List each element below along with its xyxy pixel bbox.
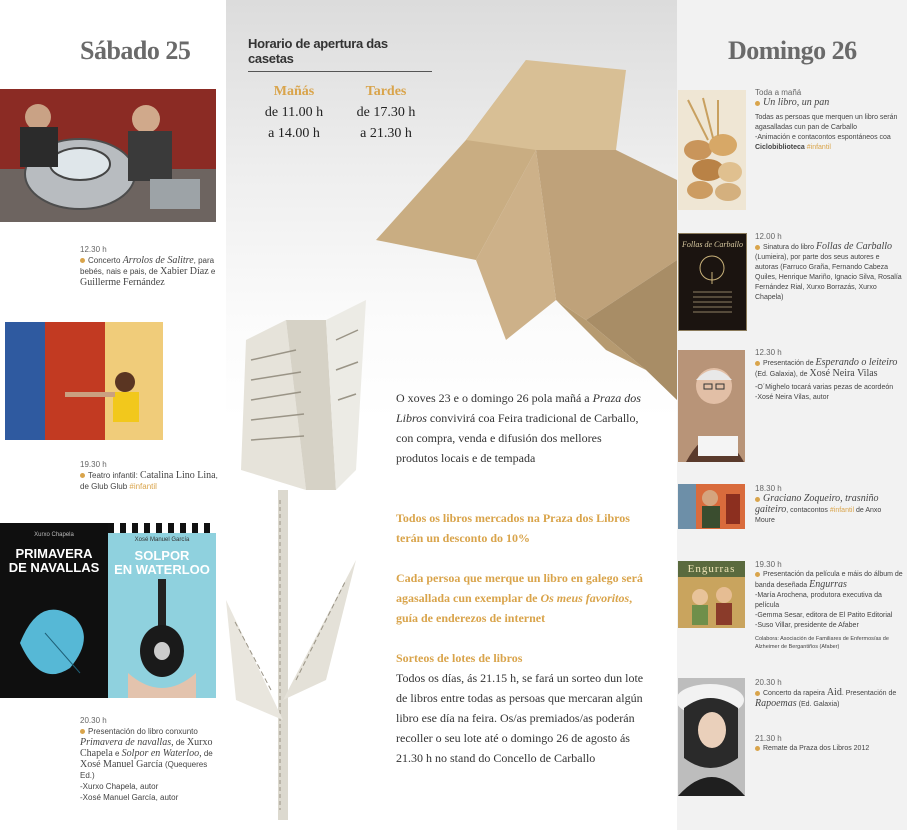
gift-text: Cada persoa que merque un libro en galego será agasallada cun exemplar de (396, 571, 643, 605)
infantil-tag: #infantil (829, 507, 855, 514)
raffle-paragraph: Todos os días, ás 21.15 h, se fará un sorteo dun lote de libros entre todas as persoas que mercaran algún libro ese día na feira. Os/as premiados/as poderán recoller o seu lote até o domingo 26 de agosto ás 21.30 h no stand do Concello de Carballo (396, 671, 644, 765)
event-name: Engurras (809, 579, 847, 590)
event-type: Teatro infantil: (88, 471, 138, 480)
sun-event-4 (755, 484, 903, 526)
cover-title: Follas de Carballo (682, 240, 743, 249)
event-time: 18.30 h (755, 484, 782, 493)
sun-event-6 (755, 678, 903, 710)
event-name: Primavera de navallas, (80, 737, 174, 748)
tree-icon (679, 234, 746, 330)
book-author: Xurxo Chapela (34, 532, 74, 538)
event-artist: Xabier Díaz (160, 266, 209, 277)
afternoon-label: Tardes (365, 84, 407, 99)
event-name: Follas de Carballo (815, 241, 893, 252)
bullet-icon (755, 691, 760, 696)
sun-event-7 (755, 734, 903, 754)
sun-event-3 (755, 348, 903, 403)
event-publisher: (Quequeres Ed.) (80, 760, 208, 780)
event-time: 20.30 h (755, 678, 782, 687)
event-line: -María Arochena, produtora executiva da película (755, 592, 882, 609)
event-participant: -Xosé Manuel García, autor (80, 793, 179, 802)
schedule-title: Horario de apertura das casetas (248, 36, 432, 72)
flower-art (0, 523, 108, 698)
saturday-title: Sábado 25 (80, 36, 191, 65)
event-name: Arrolos de Salitre (122, 255, 194, 266)
event-desc: . Presentación de (841, 690, 897, 697)
event-line: -Animación e contacontos espontáneos coa (755, 134, 891, 141)
newspaper-tulip (226, 300, 366, 820)
afternoon-from: de 17.30 h (356, 105, 416, 120)
event-time: 12.00 h (755, 232, 782, 241)
bread-photo (678, 90, 746, 210)
morning-to: a 14.00 h (268, 126, 320, 141)
intro-text: O xoves 23 e o domingo 26 pola mañá a (396, 391, 593, 405)
event-name-2: Solpor en Waterloo, (121, 748, 202, 759)
afternoon-to: a 21.30 h (360, 126, 412, 141)
event-tail: de Anxo Moure (755, 507, 882, 524)
gaiteiro-photo (678, 484, 745, 529)
event-type: Presentación do libro conxunto (88, 727, 198, 736)
event-time: 21.30 h (755, 734, 782, 743)
event-author: Xosé Neira Vilas (809, 368, 878, 379)
bullet-icon (755, 572, 760, 577)
event-type: Presentación da película e máis do álbum de banda deseñada (755, 571, 903, 589)
event-type: Concerto da rapeira (763, 690, 825, 697)
sat-event-3 (80, 715, 222, 803)
sunday-title: Domingo 26 (728, 36, 857, 65)
morning-label: Mañás (273, 84, 315, 99)
event-time: 19.30 h (80, 460, 107, 469)
event-line: -Suso Villar, presidente de Afaber (755, 622, 859, 629)
raffle-title: Sorteos de lotes de libros (396, 651, 523, 665)
intro-text-2: convivirá coa Feira tradicional de Carballo, con compra, venda e difusión dos mellores produtos locais e de tempada (396, 411, 639, 465)
event-name: Esperando o leiteiro (815, 357, 898, 368)
event-time: 12.30 h (755, 348, 782, 357)
event-bold: Ciclobiblioteca (755, 144, 805, 151)
event-desc: , para bebés, nais e pais, de (80, 256, 215, 276)
event-conj-2: de (201, 749, 213, 758)
gift-italic: Os meus favoritos (540, 591, 630, 605)
event-name: Un libro, un pan (763, 97, 830, 108)
event-time: Toda a mañá (755, 88, 802, 97)
sat-event-2 (80, 459, 220, 492)
discount-paragraph: Todos os libros mercados na Praza dos Libros terán un desconto do 10% (396, 511, 630, 545)
bullet-icon (80, 473, 85, 478)
morning-from: de 11.00 h (264, 105, 324, 120)
event-desc: , contacontos (786, 507, 828, 514)
event-author-2: Xosé Manuel García (80, 759, 163, 770)
bullet-icon (755, 746, 760, 751)
aid-photo (678, 678, 745, 796)
infantil-tag: #infantil (129, 482, 157, 491)
cover-title: Engurras (687, 563, 736, 575)
event-conj: e (112, 749, 120, 758)
event-type: Sinatura do libro (763, 244, 814, 251)
gaiteiro-art (678, 484, 745, 529)
portrait-art (678, 350, 745, 462)
sat-event-1 (80, 244, 220, 288)
event-desc: Todas as persoas que merquen un libro serán agasalladas cun pan de Carballo (755, 114, 898, 131)
event-line: -O´Mighelo tocará varias pezas de acordeón (755, 384, 894, 391)
engurras-cover (678, 561, 745, 628)
book-author: Xosé Manuel García (134, 537, 190, 543)
guitar-art (108, 523, 216, 698)
event-type: Remate da Praza dos Libros 2012 (763, 745, 870, 752)
event-desc: de (173, 738, 185, 747)
event-line: -Gemma Sesar, editora de El Patito Editorial (755, 612, 893, 619)
bread-art (678, 90, 746, 210)
infantil-tag: #infantil (806, 144, 831, 151)
event-desc: , de Glub Glub (80, 471, 218, 491)
event-name: Graciano Zoqueiro, trasniño gaiteiro (755, 493, 879, 515)
bullet-icon (755, 497, 760, 502)
bird-wing-top (466, 60, 626, 150)
schedule-morning (248, 81, 340, 144)
theatre-photo (5, 322, 163, 440)
event-publisher: (Ed. Galaxia), de (755, 371, 808, 378)
concert-photo (0, 89, 216, 222)
sun-event-2 (755, 232, 903, 303)
event-conj: e (208, 267, 216, 276)
theatre-photo-art (5, 322, 163, 440)
engurras-art (678, 561, 745, 628)
book-cover-primavera (0, 523, 108, 698)
event-line: -Xosé Neira Vilas, autor (755, 394, 829, 401)
intro-paragraph (396, 388, 646, 468)
book-title: SOLPOR EN WATERLOO (114, 548, 210, 577)
bullet-icon (80, 729, 85, 734)
book-title: PRIMAVERA DE NAVALLAS (8, 546, 100, 575)
event-name: Aid (826, 687, 842, 698)
event-name: Catalina Lino Lina (140, 470, 216, 481)
neira-vilas-photo (678, 350, 745, 462)
follas-book-cover (678, 233, 747, 331)
event-type: Concerto (88, 256, 121, 265)
schedule-afternoon (340, 81, 432, 144)
event-artist-2: Guillerme Fernández (80, 277, 165, 288)
event-time: 20.30 h (80, 716, 107, 725)
intro-italic: Praza dos Libros (396, 391, 641, 425)
bullet-icon (80, 258, 85, 263)
bullet-icon (755, 361, 760, 366)
bullet-icon (755, 245, 760, 250)
gift-text-2: , guía de enderezos de internet (396, 591, 633, 625)
event-type: Presentación de (763, 360, 814, 367)
opening-schedule (248, 36, 432, 144)
event-publisher: (Ed. Galaxia) (796, 701, 840, 708)
book-cover-solpor (108, 523, 216, 698)
sun-event-1 (755, 88, 903, 153)
gift-paragraph (396, 568, 646, 628)
event-time: 19.30 h (755, 560, 782, 569)
event-note: Colabora: Asociación de Familiares de Enfermos/as de Alzheimer de Bergantiños (Afaber) (755, 636, 889, 650)
event-author: Xurxo Chapela (80, 737, 213, 759)
concert-photo-art (0, 89, 216, 222)
bullet-icon (755, 101, 760, 106)
event-desc: (Lumieira), por parte dos seus autores e autoras (Farruco Graña, Fernando Cabeza Quiles, Henrique Mariño, Ignacio Silva, Rosalía Fernández Rial, Xurxo Borrazás, Xurxo Chapela) (755, 254, 902, 301)
sun-event-5 (755, 560, 903, 651)
saturday-column (0, 0, 226, 830)
event-name-2: Rapoemas (755, 698, 797, 709)
sunday-column (677, 0, 907, 830)
event-participant: -Xurxo Chapela, autor (80, 782, 159, 791)
event-time: 12.30 h (80, 245, 107, 254)
aid-portrait-art (678, 678, 745, 796)
